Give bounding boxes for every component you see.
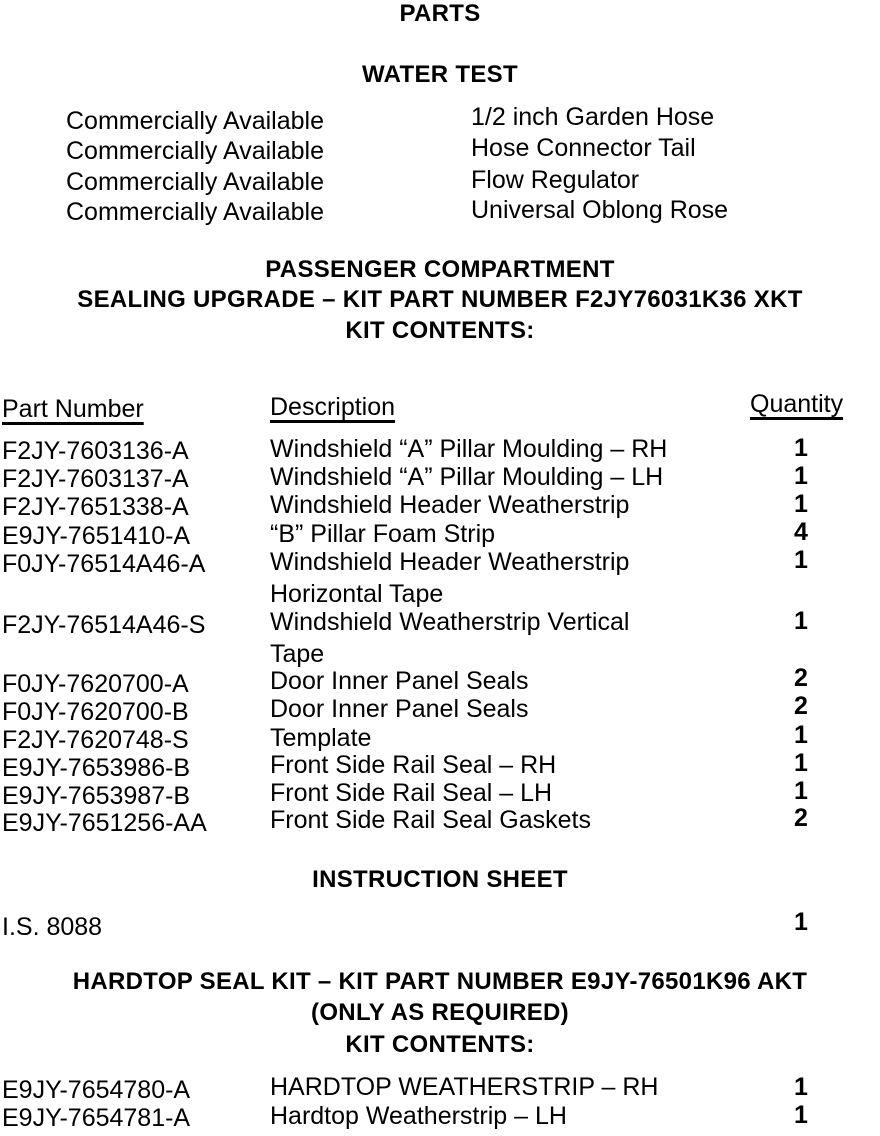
water-source-4: Commercially Available [66,198,324,226]
instruction-sheet-heading: INSTRUCTION SHEET [312,866,568,893]
part-quantity: 2 [794,664,808,692]
part-number: F2JY-7603136-A [2,437,189,465]
part-quantity: 1 [794,607,808,635]
part-description: Template [270,724,372,752]
part-quantity: 1 [794,434,808,462]
hardtop-part-number: E9JY-7654781-A [2,1104,191,1132]
part-number: E9JY-7651256-AA [2,809,207,837]
part-number: F0JY-7620700-A [2,670,189,698]
part-number: E9JY-7651410-A [2,522,191,550]
water-source-2: Commercially Available [66,137,324,165]
part-description: Door Inner Panel Seals [270,667,529,695]
passenger-heading-2: SEALING UPGRADE – KIT PART NUMBER F2JY76031K36 XKT [77,286,803,313]
part-description: Front Side Rail Seal – RH [270,751,557,779]
hardtop-part-quantity: 1 [794,1101,808,1129]
part-quantity: 1 [794,462,808,490]
part-description: Front Side Rail Seal Gaskets [270,806,591,834]
hardtop-heading-2: (ONLY AS REQUIRED) [311,999,569,1026]
column-header-part-number: Part Number [2,395,144,423]
water-item-1: 1/2 inch Garden Hose [471,103,715,131]
part-quantity: 2 [794,804,808,832]
part-description: Windshield “A” Pillar Moulding – LH [270,463,664,491]
part-quantity: 1 [794,777,808,805]
column-header-quantity: Quantity [750,390,844,418]
hardtop-part-description: Hardtop Weatherstrip – LH [270,1102,567,1130]
passenger-heading-1: PASSENGER COMPARTMENT [265,256,615,283]
part-description: Windshield “A” Pillar Moulding – RH [270,435,668,463]
part-description: Windshield Header Weatherstrip [270,548,630,576]
page-title: PARTS [399,0,481,27]
part-description: Windshield Weatherstrip Vertical [270,608,630,636]
part-quantity: 2 [794,692,808,720]
part-description-continued: Tape [270,640,325,668]
part-number: F2JY-7651338-A [2,493,189,521]
water-item-4: Universal Oblong Rose [471,196,729,224]
part-number: E9JY-7653987-B [2,782,191,810]
instruction-sheet-quantity: 1 [794,908,808,936]
part-number: F0JY-76514A46-A [2,550,206,578]
part-quantity: 1 [794,546,808,574]
instruction-sheet-number: I.S. 8088 [2,913,103,941]
hardtop-part-number: E9JY-7654780-A [2,1076,191,1104]
part-quantity: 4 [794,518,808,546]
part-description: “B” Pillar Foam Strip [270,520,496,548]
hardtop-part-quantity: 1 [794,1073,808,1101]
hardtop-heading-1: HARDTOP SEAL KIT – KIT PART NUMBER E9JY-76501K96 AKT [72,968,808,995]
part-quantity: 1 [794,490,808,518]
water-item-3: Flow Regulator [471,166,640,194]
part-description-continued: Horizontal Tape [270,580,444,608]
column-header-description: Description [270,393,396,421]
part-number: F2JY-7603137-A [2,465,189,493]
part-number: F2JY-7620748-S [2,726,189,754]
part-quantity: 1 [794,749,808,777]
passenger-heading-3: KIT CONTENTS: [345,317,535,344]
hardtop-heading-3: KIT CONTENTS: [345,1031,535,1058]
part-description: Door Inner Panel Seals [270,695,529,723]
water-source-1: Commercially Available [66,107,324,135]
water-item-2: Hose Connector Tail [471,134,696,162]
part-number: F0JY-7620700-B [2,698,189,726]
part-quantity: 1 [794,721,808,749]
part-number: E9JY-7653986-B [2,754,191,782]
water-source-3: Commercially Available [66,168,324,196]
part-description: Windshield Header Weatherstrip [270,491,630,519]
part-number: F2JY-76514A46-S [2,611,206,639]
water-test-heading: WATER TEST [362,61,518,88]
hardtop-part-description: HARDTOP WEATHERSTRIP – RH [270,1073,659,1101]
part-description: Front Side Rail Seal – LH [270,779,553,807]
